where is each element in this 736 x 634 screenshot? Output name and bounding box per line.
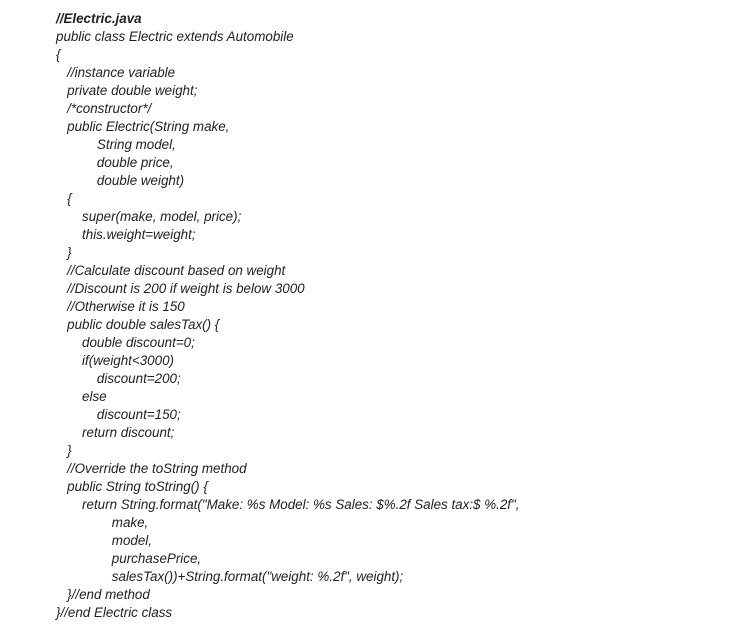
code-line: return String.format("Make: %s Model: %s Sales: $%.2f Sales tax:$ %.2f", xyxy=(56,497,520,512)
code-line: }//end Electric class xyxy=(56,605,173,620)
code-line: else xyxy=(56,389,107,404)
code-line: String model, xyxy=(56,137,176,152)
code-line: purchasePrice, xyxy=(56,551,202,566)
code-line: //instance variable xyxy=(56,65,176,80)
code-line: public Electric(String make, xyxy=(56,119,230,134)
code-line: discount=200; xyxy=(56,371,181,386)
code-line: double weight) xyxy=(56,173,185,188)
code-line: super(make, model, price); xyxy=(56,209,242,224)
code-line: } xyxy=(56,245,72,260)
code-line: private double weight; xyxy=(56,83,198,98)
code-line: discount=150; xyxy=(56,407,181,422)
code-line: salesTax())+String.format("weight: %.2f", weight); xyxy=(56,569,404,584)
code-line: public String toString() { xyxy=(56,479,208,494)
file-title-comment: //Electric.java xyxy=(56,11,142,26)
code-line: }//end method xyxy=(56,587,150,602)
code-line: { xyxy=(56,47,61,62)
code-line: //Discount is 200 if weight is below 3000 xyxy=(56,281,305,296)
code-line: { xyxy=(56,191,72,206)
code-line: make, xyxy=(56,515,149,530)
code-line: if(weight<3000) xyxy=(56,353,174,368)
code-line: //Override the toString method xyxy=(56,461,247,476)
code-line: //Calculate discount based on weight xyxy=(56,263,286,278)
class-declaration: public class Electric extends Automobile xyxy=(56,29,294,44)
code-line: double discount=0; xyxy=(56,335,195,350)
code-line: return discount; xyxy=(56,425,175,440)
code-line: this.weight=weight; xyxy=(56,227,196,242)
code-line: /*constructor*/ xyxy=(56,101,152,116)
code-listing xyxy=(56,10,519,622)
code-line: //Otherwise it is 150 xyxy=(56,299,185,314)
code-line: model, xyxy=(56,533,152,548)
code-line: } xyxy=(56,443,72,458)
code-line: public double salesTax() { xyxy=(56,317,220,332)
code-line: double price, xyxy=(56,155,174,170)
